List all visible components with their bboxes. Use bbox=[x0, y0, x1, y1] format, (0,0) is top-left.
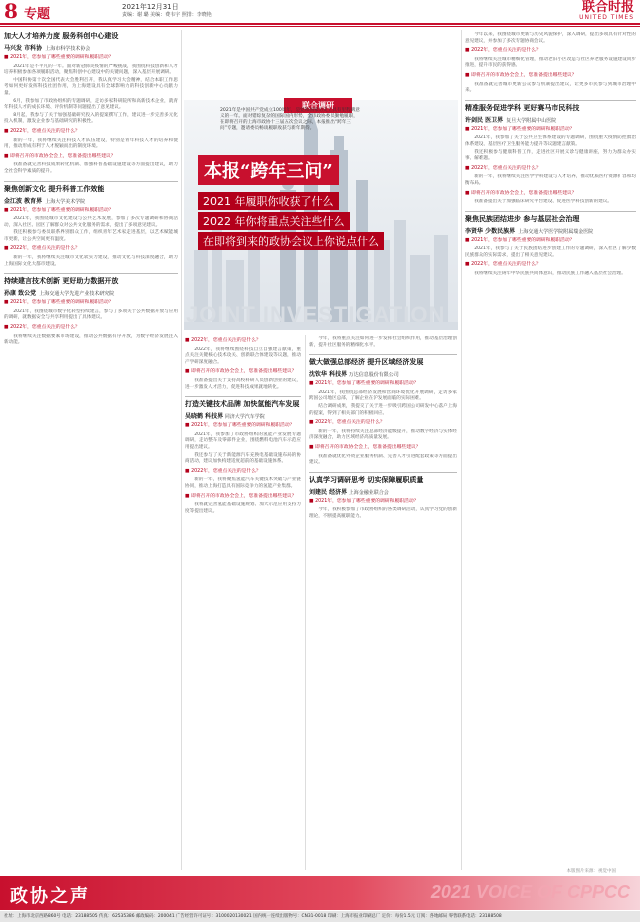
feature-watermark: JOINT INVESTIGATION bbox=[186, 302, 446, 327]
article-title: 加大人才培养力度 服务科创中心建设 bbox=[4, 32, 119, 40]
article-body bbox=[4, 309, 178, 323]
paragraph: 我还参与了关于新能源汽车充换电基础设施布局的协商活动，建议加快构建适度超前的基础设施体系。 bbox=[185, 452, 301, 465]
author-name: 沈钦华 科技界 bbox=[309, 371, 348, 379]
paragraph: 今年以来，我围绕城市更新与历史风貌保护，深入调研，提出多项具有针对性的意见建议，并参加了多次专题协商会议。 bbox=[465, 32, 636, 44]
page-header bbox=[0, 0, 640, 22]
paragraph: 新的一年，我将聚焦氢能汽车关键技术突破与产业链协同，推动上海打造具有国际竞争力的氢能产业集群。 bbox=[185, 477, 301, 489]
article-body bbox=[4, 162, 178, 176]
article-divider bbox=[309, 354, 457, 355]
question-heading: ■ 2021年，您参加了哪些重要的调研和履职活动？ bbox=[465, 127, 636, 134]
question-heading: ■ 2022年，您重点关注的是什么？ bbox=[465, 48, 636, 55]
article-title: 聚焦创新文化 提升科普工作效能 bbox=[4, 184, 105, 193]
article-divider bbox=[465, 100, 636, 101]
paragraph: 2021年是不平凡的一年。面对新冠肺炎疫情的严峻挑战，我围绕科技创新和人才培养积极参加各项履职活动，聚焦科创中心建设中的关键问题，深入基层开展调研。 bbox=[4, 63, 178, 76]
author-name: 许剑民 医卫界 bbox=[465, 116, 504, 124]
paragraph: 我准备就完善城市更新公众参与机制提出建议，让更多市民参与到城市治理中来。 bbox=[465, 81, 636, 94]
question-heading: ■ 2022年，您重点关注的是什么？ bbox=[4, 246, 178, 253]
article-body bbox=[4, 216, 178, 244]
question-heading: ■ 即将召开的市政协全会上，您准备提出哪些建议？ bbox=[465, 191, 636, 198]
logo-english: UNITED TIMES bbox=[579, 14, 634, 21]
article-byline bbox=[465, 115, 636, 124]
author-name: 金江波 教育界 bbox=[4, 197, 43, 205]
article-body bbox=[309, 429, 457, 443]
article-divider bbox=[185, 396, 301, 397]
article-body bbox=[465, 246, 636, 260]
article-title: 精准服务促进学科 更好赛马市民科技 bbox=[465, 103, 580, 112]
column-divider bbox=[305, 335, 306, 870]
paragraph: 2021年，我围绕总部经济发展和营商环境优化开展调研，走访多家跨国公司地区总部，了解企业在沪发展面临的实际困难。 bbox=[309, 389, 457, 402]
paragraph: 我将继续关注数据要素市场建设，推动公共数据有序开放，为数字经济发展注入新动能。 bbox=[4, 333, 178, 346]
question-heading: ■ 2022年，您重点关注的是什么？ bbox=[465, 262, 636, 269]
header-rule-thin bbox=[0, 26, 640, 27]
article-divider bbox=[4, 181, 178, 182]
paragraph: 今年，我积极参加了市政协组织的各类调研活动，认真学习党的创新理论，不断提高履职能力。 bbox=[309, 507, 457, 519]
question-heading: ■ 2021年，您参加了哪些重要的调研和履职活动？ bbox=[309, 381, 457, 388]
question-heading: ■ 即将召开的市政协全会上，您准备提出哪些建议？ bbox=[185, 369, 301, 376]
article-body bbox=[185, 477, 301, 491]
paragraph: 2021年，我围绕城市数字化转型持续建言，参与了多项关于公共数据开放与应用的调研，就数据安全与共享利用提出了具体建议。 bbox=[4, 308, 178, 321]
article-body bbox=[185, 502, 301, 516]
article-body bbox=[309, 336, 457, 350]
article-byline bbox=[185, 411, 301, 420]
article-body bbox=[185, 432, 301, 467]
article-body bbox=[309, 454, 457, 468]
article-body bbox=[465, 32, 636, 46]
article-byline bbox=[4, 196, 178, 205]
paragraph: 8月起，我参与了关于加强基础研究投入的提案撰写工作，建议进一步完善多元化投入机制，激发企业参与基础研究的积极性。 bbox=[4, 112, 178, 125]
author-name: 刘建民 经济界 bbox=[309, 488, 348, 496]
question-heading: ■ 2021年，您参加了哪些重要的调研和履职活动？ bbox=[185, 423, 301, 430]
author-name: 马兴发 市科协 bbox=[4, 45, 43, 52]
article-title: 持续建言技术创新 更好助力数据开放 bbox=[4, 277, 119, 286]
section-tag: 联合调研 bbox=[284, 98, 352, 113]
column-divider bbox=[461, 30, 462, 870]
logo-chinese: 联合时报 bbox=[581, 0, 634, 15]
paragraph: 中国科协第十次全国代表大会胜利召开，我认真学习大会精神，结合本职工作思考如何更好发挥科技社团作用，为上海建设具有全球影响力的科技创新中心贡献力量。 bbox=[4, 77, 178, 96]
question-heading: ■ 2021年，您参加了哪些重要的调研和履职活动？ bbox=[465, 238, 636, 245]
photo-credit: 本版图片来源：视觉中国 bbox=[566, 869, 616, 874]
feature-subhead-2: 2022 年你将重点关注些什么 bbox=[198, 212, 350, 230]
paragraph: 我将继续关注城市精细化管理，推动老旧小区改造与社区养老服务设施建设同步推进，提升市民的获得感。 bbox=[465, 56, 636, 69]
author-affiliation: 同济大学汽车学院 bbox=[224, 414, 265, 421]
question-heading: ■ 2022年，您重点关注的是什么？ bbox=[309, 420, 457, 427]
publisher-imprint: 社址：上海市北京西路860号 电话：23188505 传真：62535386 邮政编码：200041 广告经营许可证号：3100020130021 国内统一连续出版物号：CN31-0018 印刷：上海市报业印刷总厂 定价：每份1.5元 订阅：各地邮局 零售联系电话：23188508 bbox=[0, 911, 640, 922]
question-heading: ■ 即将召开的市政协全会上，您准备提出哪些建议？ bbox=[309, 445, 457, 452]
article-title: 打造关键技术品牌 加快氢能汽车发展 bbox=[185, 400, 300, 409]
article-body bbox=[185, 378, 301, 392]
paragraph: 新的一年，我将继续关注科技人才队伍建设，特别是青年科技人才的培养和使用，推动形成有利于人才脱颖而出的制度环境。 bbox=[4, 137, 178, 150]
question-heading: ■ 2021年，您参加了哪些重要的调研和履职活动？ bbox=[4, 300, 178, 307]
feature-subhead-3: 在即将到来的政协会议上你说点什么 bbox=[198, 232, 384, 250]
author-affiliation: 上海金融业联合会 bbox=[348, 489, 389, 496]
article-byline bbox=[309, 487, 457, 496]
article-body bbox=[4, 255, 178, 269]
article-body bbox=[465, 199, 636, 207]
paragraph: 新的一年，我将持续关注总部经济能级提升，推动数字经济与实体经济深度融合，助力区域经济高质量发展。 bbox=[309, 428, 457, 441]
header-rule bbox=[0, 23, 640, 25]
article-body bbox=[465, 57, 636, 71]
article-byline bbox=[465, 226, 636, 235]
author-affiliation: 上海交通大学医学院附属瑞金医院 bbox=[518, 228, 594, 235]
article-byline bbox=[309, 369, 457, 378]
footer-banner bbox=[0, 876, 640, 910]
paragraph: 6月，我参加了市政协组织的专题调研，走访多家科研院所和高新技术企业，就青年科技人才的成长环境、评价机制等问题提出了意见建议。 bbox=[4, 98, 178, 111]
question-heading: ■ 即将召开的市政协全会上，您准备提出哪些建议？ bbox=[4, 154, 178, 161]
section-title: 专题 bbox=[24, 7, 51, 22]
paragraph: 2021年，我参加了关于公共卫生体系建设的专题调研，围绕重大疫情防控救治体系建设、基层医疗卫生服务能力提升等议题建言献策。 bbox=[465, 135, 636, 147]
article-title: 做大做强总部经济 提升区域经济发展 bbox=[309, 358, 424, 367]
article-body bbox=[4, 64, 178, 127]
paragraph: 我准备就完善科技成果转化机制、加强科普基础设施建设等方面提出建议，助力全社会科学素质的提升。 bbox=[4, 162, 178, 174]
feature-intro: 2021年是中国共产党成立100周年，是党和国家历史上具有里程碑意义的一年。面对错综复杂的国际国内形势，全市政协委员勤勉履职，在即将召开的上海市政协十三届五次会议之际，本报推出“跨年三问”专题，邀请委员畅谈履职收获与新年期待。 bbox=[220, 108, 360, 131]
paragraph: 我还积极参与委员联系界别群众工作，组织青年艺术家走进基层，以艺术赋能城市更新，让公共空间更有温度。 bbox=[4, 230, 178, 242]
paragraph: 2021年，我参加了市政协组织的氢能产业发展专题调研，走访整车及零部件企业，围绕燃料电池汽车示范应用提出建议。 bbox=[185, 431, 301, 450]
paragraph: 结合调研成果，我提交了关于进一步吸引跨国公司研发中心落户上海的提案，得到了相关部门的积极回应。 bbox=[309, 403, 457, 416]
article-body bbox=[309, 390, 457, 418]
author-affiliation: 万达信息股份有限公司 bbox=[348, 372, 399, 379]
article-body bbox=[309, 507, 457, 521]
author-affiliation: 复旦大学附属中山医院 bbox=[506, 117, 557, 124]
article-byline bbox=[4, 288, 178, 297]
author-affiliation: 上海大学美术学院 bbox=[45, 198, 86, 205]
question-heading: ■ 即将召开的市政协全会上，您准备提出哪些建议？ bbox=[465, 73, 636, 80]
question-heading: ■ 2021年，您参加了哪些重要的调研和履职活动？ bbox=[4, 208, 178, 215]
article-body bbox=[465, 82, 636, 96]
paragraph: 新的一年，我将继续关注城市文化软实力建设，推动文化与科技深度融合，助力上海国际文化大都市建设。 bbox=[4, 255, 178, 267]
article-body bbox=[4, 334, 178, 348]
paragraph: 我还积极参与健康科普工作，走进社区开展义诊与健康讲座，努力为群众办实事、解难题。 bbox=[465, 149, 636, 162]
footer-column-name: 政协之声 bbox=[10, 886, 90, 907]
column-center-right bbox=[309, 336, 457, 868]
feature-headline: 本报“跨年三问” bbox=[198, 155, 339, 185]
author-affiliation: 上海交通大学先进产业技术研究院 bbox=[39, 291, 115, 298]
masthead-logo bbox=[579, 1, 634, 21]
page-number: 8 bbox=[4, 0, 18, 23]
paragraph: 新的一年，我将继续关注医学学科建设与人才培养，推动优质医疗资源扩容和均衡布局。 bbox=[465, 174, 636, 186]
column-left bbox=[4, 32, 178, 868]
article-body bbox=[4, 138, 178, 152]
question-heading: ■ 2022年，您重点关注的是什么？ bbox=[4, 325, 178, 332]
article-divider bbox=[309, 472, 457, 473]
paragraph: 我将继续关注铸牢中华民族共同体意识，推动民族工作融入基层社会治理。 bbox=[474, 271, 626, 277]
question-heading: ■ 2022年，您重点关注的是什么？ bbox=[465, 166, 636, 173]
author-name: 孙康 致公党 bbox=[4, 290, 37, 298]
paragraph: 我准备提出关于加强临床研究平台建设、促进医学科技创新的建议。 bbox=[474, 199, 613, 205]
article-title: 认真学习调研思考 切实保障履职质量 bbox=[309, 475, 424, 484]
article-byline bbox=[4, 43, 178, 52]
paragraph: 2021年，我参与了关于民族团结进步创建工作的专题调研，深入社区了解少数民族群众的实际需求，提出了相关意见建议。 bbox=[465, 246, 636, 258]
author-affiliation: 上海市科学技术协会 bbox=[45, 46, 91, 52]
question-heading: ■ 2021年，您参加了哪些重要的调研和履职活动？ bbox=[309, 499, 457, 506]
article-body bbox=[465, 174, 636, 188]
footer-english-title: 2021 VOICE OF CPPCC bbox=[430, 882, 630, 902]
author-name: 吴晓鹤 科技界 bbox=[185, 413, 224, 421]
paragraph: 我准备就优化外资企业服务机制、完善人才引进配套政策等方面提出建议。 bbox=[309, 453, 457, 466]
question-heading: ■ 2022年，您重点关注的是什么？ bbox=[185, 469, 301, 476]
question-heading: ■ 即将召开的市政协全会上，您准备提出哪些建议？ bbox=[185, 494, 301, 501]
column-right bbox=[465, 32, 636, 862]
question-heading: ■ 2022年，您重点关注的是什么？ bbox=[185, 338, 301, 345]
paragraph: 2021年，我围绕城市文化建设与公共艺术发展，参加了多次专题调研和协商活动，深入社区、园区了解群众对公共文化服务的需求，提出了多项意见建议。 bbox=[4, 216, 178, 228]
article-body bbox=[465, 135, 636, 163]
article-body bbox=[465, 271, 636, 279]
feature-subhead-1: 2021 年履职你收获了什么 bbox=[198, 192, 339, 210]
question-heading: ■ 2022年，您重点关注的是什么？ bbox=[4, 129, 178, 136]
editor-credits: 责编：谢 璐 美编：费韦宇 照排：李晓艳 bbox=[122, 12, 212, 18]
article-title: 聚焦民族团结进步 参与基层社会治理 bbox=[465, 214, 580, 223]
article-body bbox=[185, 347, 301, 368]
article-divider bbox=[465, 211, 636, 212]
column-divider bbox=[181, 30, 182, 870]
article-divider bbox=[4, 273, 178, 274]
paragraph: 我将就完善氢能基础设施规划、加大示范应用支持力度等提出建议。 bbox=[185, 502, 301, 514]
question-heading: ■ 2021年，您参加了哪些重要的调研和履职活动？ bbox=[4, 55, 178, 62]
issue-date: 2021年12月31日 bbox=[122, 3, 179, 11]
author-name: 李贤华 少数民族界 bbox=[465, 227, 516, 235]
column-center-left bbox=[185, 336, 301, 868]
paragraph: 今年，我将重点关注如何进一步发挥社会组织作用，推动基层治理创新，提升社区服务的精细化水平。 bbox=[309, 336, 457, 348]
paragraph: 2022年，我将继续围绕科技自立自强建言献策，重点关注关键核心技术攻关、创新联合体建设等议题，推动产学研深度融合。 bbox=[185, 346, 301, 365]
paragraph: 我准备提出关于支持高校科研人员创新创业的建议，进一步激发人才活力，促进科技成果就地转化。 bbox=[185, 377, 301, 390]
